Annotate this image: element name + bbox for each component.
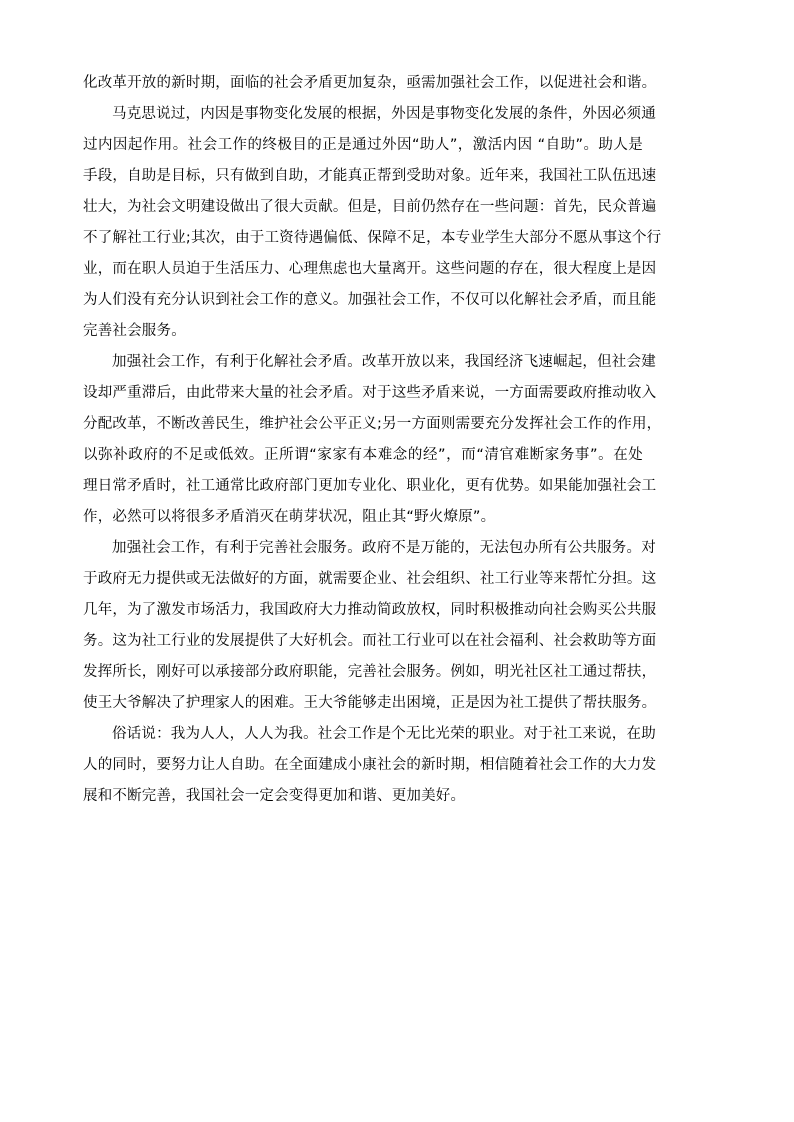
text-line: 俗话说：我为人人，人人为我。社会工作是个无比光荣的职业。对于社工来说，在助: [112, 726, 656, 742]
text-line: 展和不断完善，我国社会一定会变得更加和谐、更加美好。: [83, 788, 466, 804]
text-line: 马克思说过，内因是事物变化发展的根据，外因是事物变化发展的条件，外因必须通: [112, 106, 656, 122]
text-line: 加强社会工作，有利于化解社会矛盾。改革开放以来，我国经济飞速崛起，但社会建: [112, 354, 656, 370]
text-line: 设却严重滞后，由此带来大量的社会矛盾。对于这些矛盾来说，一方面需要政府推动收入: [83, 385, 657, 401]
text-line: 手段，自助是目标，只有做到自助，才能真正帮到受助对象。近年来，我国社工队伍迅速: [83, 168, 657, 184]
text-line: 过内因起作用。社会工作的终极目的正是通过外因“助人”，激活内因 “自助”。助人是: [83, 137, 643, 153]
text-line: 化改革开放的新时期，面临的社会矛盾更加复杂，亟需加强社会工作，以促进社会和谐。: [83, 75, 657, 91]
text-line: 分配改革，不断改善民生，维护社会公平正义;另一方面则需要充分发挥社会工作的作用，: [83, 416, 662, 432]
text-line: 几年，为了激发市场活力，我国政府大力推动简政放权，同时积极推动向社会购买公共服: [83, 602, 657, 618]
paragraph: [83, 347, 662, 533]
paragraph: [83, 68, 657, 99]
text-line: 不了解社工行业;其次，由于工资待遇偏低、保障不足，本专业学生大部分不愿从事这个行: [83, 230, 662, 246]
text-line: 完善社会服务。: [83, 323, 186, 339]
text-line: 业，而在职人员迫于生活压力、心理焦虑也大量离开。这些问题的存在，很大程度上是因: [83, 261, 657, 277]
text-line: 使王大爷解决了护理家人的困难。王大爷能够走出困境，正是因为社工提供了帮扶服务。: [83, 695, 657, 711]
text-line: 作，必然可以将很多矛盾消灭在萌芽状况，阻止其“野火燎原”。: [83, 509, 496, 525]
text-line: 壮大，为社会文明建设做出了很大贡献。但是，目前仍然存在一些问题：首先，民众普遍: [83, 199, 657, 215]
text-line: 于政府无力提供或无法做好的方面，就需要企业、社会组织、社工行业等来帮忙分担。这: [83, 571, 657, 587]
paragraph: [83, 99, 662, 347]
paragraph: [83, 533, 657, 719]
paragraph: [83, 719, 657, 812]
document-body: [83, 68, 662, 812]
text-line: 以弥补政府的不足或低效。正所谓“家家有本难念的经”，而“清官难断家务事”。在处: [83, 447, 643, 463]
text-line: 理日常矛盾时，社工通常比政府部门更加专业化、职业化，更有优势。如果能加强社会工: [83, 478, 657, 494]
text-line: 发挥所长，刚好可以承接部分政府职能，完善社会服务。例如，明光社区社工通过帮扶，: [83, 664, 657, 680]
text-line: 务。这为社工行业的发展提供了大好机会。而社工行业可以在社会福利、社会救助等方面: [83, 633, 657, 649]
text-line: 为人们没有充分认识到社会工作的意义。加强社会工作，不仅可以化解社会矛盾，而且能: [83, 292, 657, 308]
text-line: 人的同时，要努力让人自助。在全面建成小康社会的新时期，相信随着社会工作的大力发: [83, 757, 657, 773]
text-line: 加强社会工作，有利于完善社会服务。政府不是万能的，无法包办所有公共服务。对: [112, 540, 656, 556]
